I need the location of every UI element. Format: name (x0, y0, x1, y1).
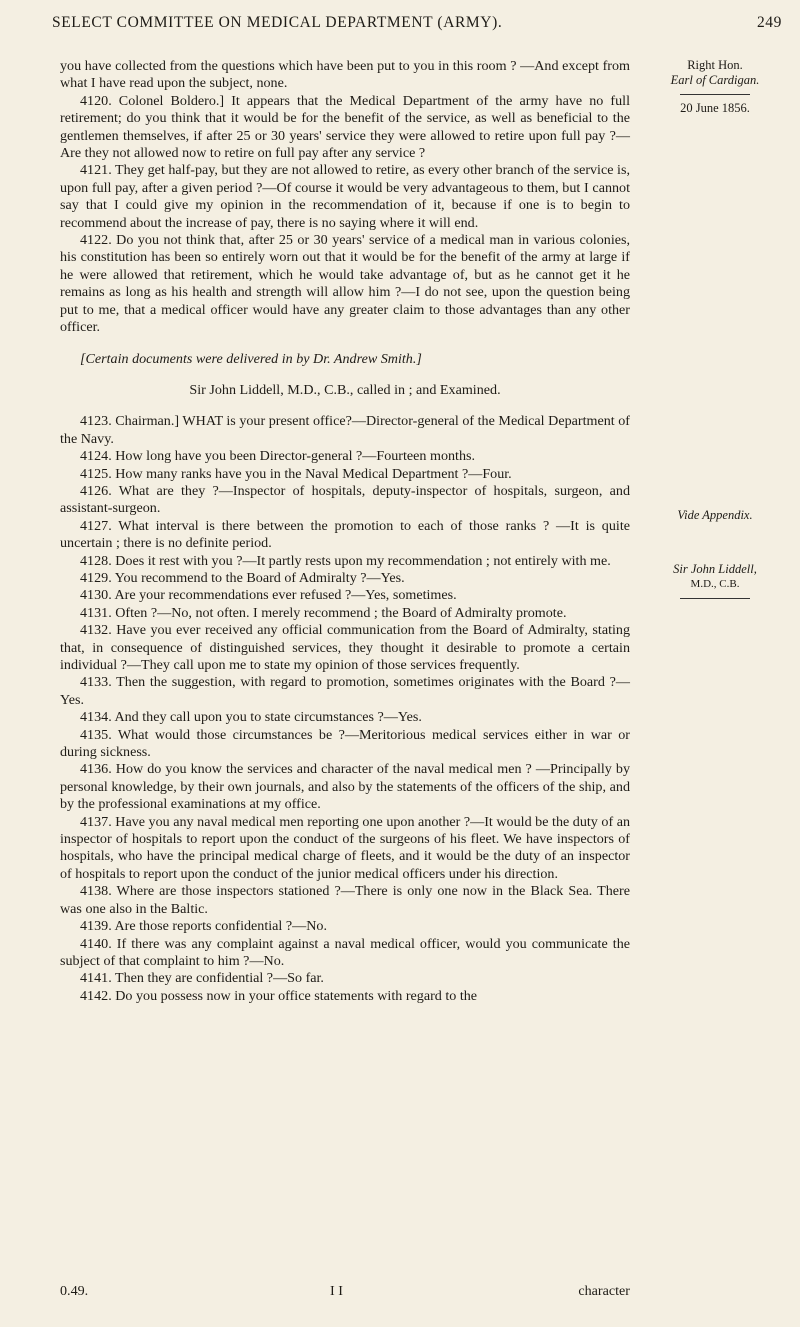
margin-witness-earl-of-cardigan (640, 58, 790, 116)
paragraph-4128: 4128. Does it rest with you ?—It partly rests upon my recommendation ; not entirely with me. (80, 552, 611, 569)
paragraph-4133: 4133. Then the suggestion, with regard to promotion, sometimes originates with the Board ?—Yes. (60, 674, 630, 708)
paragraph-4124: 4124. How long have you been Director-general ?—Fourteen months. (80, 448, 476, 465)
running-header (52, 14, 782, 32)
margin-witness2-line1: Sir John Liddell, (673, 562, 757, 576)
paragraph-4134: 4134. And they call upon you to state circumstances ?—Yes. (80, 709, 422, 726)
margin-witness1-line2: Earl of Cardigan. (670, 73, 760, 87)
margin-vide: Vide Appendix. (677, 508, 753, 522)
paragraph-4132: 4132. Have you ever received any official communication from the Board of Admiralty, stating that, in consequence of distinguished services, they thought it desirable to promote a certain individual ?—They call upon me to state my opinion of those services frequently. (60, 622, 630, 673)
paragraph-4120: 4120. Colonel Boldero.] It appears that the Medical Department of the army have no full retirement; do you think that it would be for the benefit of the service, as well as beneficial to the gentlemen themselves, if after 25 or 30 years' service they were allowed to retire upon full pay ?—Are they not allowed now to retire on full pay after any service ? (60, 92, 630, 162)
paragraph-4140: 4140. If there was any complaint against a naval medical officer, would you communicate the subject of that complaint to him ?—No. (60, 935, 630, 969)
paragraph-4139: 4139. Are those reports confidential ?—No. (80, 918, 327, 935)
margin-witness1-line1: Right Hon. (687, 58, 743, 72)
margin-vide-appendix (640, 508, 790, 523)
paragraph-4123: 4123. Chairman.] WHAT is your present office?—Director-general of the Medical Department of the Navy. (60, 413, 630, 447)
witness-called-in: Sir John Liddell, M.D., C.B., called in ; and Examined. (189, 381, 501, 398)
page-number: 249 (756, 14, 782, 31)
paragraph-4129: 4129. You recommend to the Board of Admiralty ?—Yes. (80, 569, 405, 586)
paragraph-4126: 4126. What are they ?—Inspector of hospitals, deputy-inspector of hospitals, surgeon, and assistant-surgeon. (60, 482, 630, 517)
documents-note: [Certain documents were delivered in by Dr. Andrew Smith.] (80, 350, 422, 367)
paragraph-4131: 4131. Often ?—No, not often. I merely recommend ; the Board of Admiralty promote. (80, 604, 567, 621)
catchword: character (578, 1283, 630, 1299)
paragraph-4141: 4141. Then they are confidential ?—So far. (80, 970, 324, 987)
paragraph-4122: 4122. Do you not think that, after 25 or 30 years' service of a medical man in various colonies, his constitution has been so entirely worn out that it would be for the benefit of the army at large if he were allowed that retirement, which he would take advantage of, but as he cannot get it he remains as long as his health and strength will allow him ?—I do not see, upon the question being put to me, that a medical officer would have any greater claim to those advantages than any other officer. (60, 232, 630, 336)
header-title: SELECT COMMITTEE ON MEDICAL DEPARTMENT (ARMY). (52, 14, 503, 31)
paragraph-4138: 4138. Where are those inspectors stationed ?—There is only one now in the Black Sea. There was one also in the Baltic. (60, 883, 630, 917)
margin-date: 20 June 1856. (680, 101, 750, 115)
paragraph-4125: 4125. How many ranks have you in the Naval Medical Department ?—Four. (80, 465, 512, 482)
paragraph-4135: 4135. What would those circumstances be ?—Meritorious medical services either in war or during sickness. (60, 726, 630, 761)
paragraph-4136: 4136. How do you know the services and character of the naval medical men ? —Principally by personal knowledge, by their own journals, and also by the statements of the officers of the ship, and by the professional examinations at my office. (60, 761, 630, 813)
main-text (60, 58, 630, 1005)
paragraph-4130: 4130. Are your recommendations ever refused ?—Yes, sometimes. (80, 587, 457, 604)
paragraph-4137: 4137. Have you any naval medical men reporting one upon another ?—It would be the duty of an inspector of hospitals to report upon the conduct of the surgeons of his fleet. We have inspectors of hospitals, who have the principal medical charge of fleets, and it would be the duty of an inspector of hospitals to report upon the conduct of the junior medical officers under his direction. (60, 813, 630, 882)
margin-rule (680, 598, 750, 599)
paragraph-4142: 4142. Do you possess now in your office statements with regard to the (80, 987, 478, 1004)
paragraph-continuation: you have collected from the questions which have been put to you in this room ? —And except from what I have read upon the subject, none. (60, 58, 630, 92)
printer-signature: 0.49. (60, 1283, 89, 1299)
paragraph-4121: 4121. They get half-pay, but they are not allowed to retire, as every other branch of the service is, upon full pay, after a given period ?—Of course it would be very advantageous to them, but I cannot say that I could give my opinion in the recommendation of it, because if one is to begin to recommend about the increase of pay, there is no saying where it will end. (60, 162, 630, 231)
paragraph-4127: 4127. What interval is there between the promotion to each of those ranks ? —It is quite uncertain ; there is no definite period. (60, 517, 630, 552)
margin-witness-sir-john-liddell (640, 562, 790, 599)
sheet-letter: I I (330, 1283, 343, 1299)
margin-witness2-line2: M.D., C.B. (690, 578, 740, 590)
margin-rule (680, 94, 750, 95)
